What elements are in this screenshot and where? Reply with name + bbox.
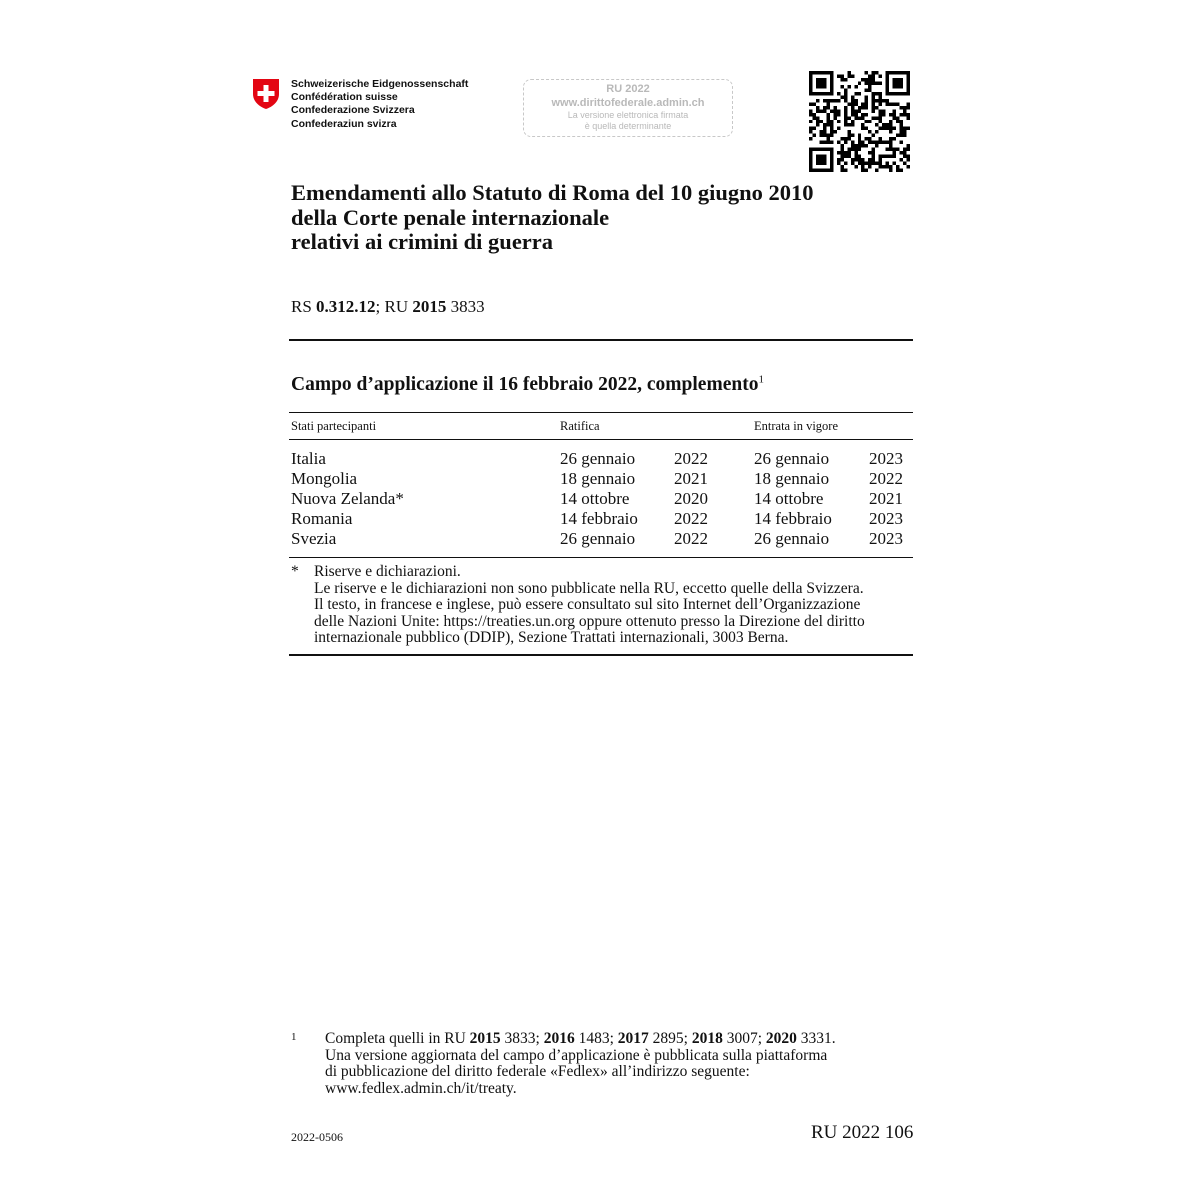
cell-ratification-date: 14 febbraio xyxy=(560,509,638,528)
footnote-marker: 1 xyxy=(758,373,764,386)
column-header-ratification: Ratifica xyxy=(560,419,600,433)
footnote-ref-year: 2016 xyxy=(543,1030,575,1047)
qr-code-icon xyxy=(809,71,910,172)
cell-ratification-date: 18 gennaio xyxy=(560,469,636,488)
cell-entry-date: 14 febbraio xyxy=(754,509,832,528)
rs-prefix: RS xyxy=(291,297,317,316)
footnote-ref-page: 2895; xyxy=(648,1030,692,1047)
title-line-3: relativi ai crimini di guerra xyxy=(291,229,554,254)
table-bottom-rule xyxy=(289,557,913,558)
ru-page: 3833 xyxy=(446,297,485,316)
footnote-prefix: Completa quelli in RU xyxy=(325,1030,470,1047)
cell-ratification-year: 2020 xyxy=(674,489,708,508)
table-row xyxy=(0,509,1200,529)
publication-stamp xyxy=(523,79,733,137)
footnote-ref-page: 3007; xyxy=(722,1030,766,1047)
stamp-ru: RU 2022 xyxy=(606,83,650,95)
separator-line xyxy=(289,339,913,341)
footnote-number: 1 xyxy=(291,1031,297,1043)
confederation-name-fr: Confédération suisse xyxy=(291,91,398,104)
footnote-ref-year: 2017 xyxy=(617,1030,649,1047)
table-row xyxy=(0,449,1200,469)
cell-state: Mongolia xyxy=(291,469,358,488)
footnote-line-1 xyxy=(325,1031,836,1048)
note-marker: * xyxy=(291,563,299,580)
cell-entry-date: 14 ottobre xyxy=(754,489,824,508)
note-line: Le riserve e le dichiarazioni non sono pubblicate nella RU, eccetto quelle della Svizzera. xyxy=(314,579,864,597)
confederation-name-rm: Confederaziun svizra xyxy=(291,117,397,130)
footnote-line: www.fedlex.admin.ch/it/treaty. xyxy=(325,1079,517,1097)
table-top-rule xyxy=(289,412,913,413)
cell-entry-year: 2023 xyxy=(869,529,903,548)
cell-entry-year: 2023 xyxy=(869,449,903,468)
cell-entry-date: 18 gennaio xyxy=(754,469,830,488)
cell-ratification-year: 2022 xyxy=(674,529,708,548)
rs-number: 0.312.12 xyxy=(316,297,376,316)
column-header-entry-into-force: Entrata in vigore xyxy=(754,419,838,433)
column-header-state: Stati partecipanti xyxy=(291,419,377,433)
footnote-line: di pubblicazione del diritto federale «Fedlex» all’indirizzo seguente: xyxy=(325,1063,750,1080)
document-number: 2022-0506 xyxy=(291,1130,343,1144)
note-line: Riserve e dichiarazioni. xyxy=(314,563,461,580)
note-bottom-rule xyxy=(289,654,913,656)
note-line: Il testo, in francese e inglese, può essere consultato sul sito Internet dell’Organizzazione xyxy=(314,596,861,613)
footnote-ref-page: 3833; xyxy=(500,1030,544,1047)
reference-line xyxy=(291,297,485,317)
cell-ratification-year: 2021 xyxy=(674,469,708,488)
cell-state: Italia xyxy=(291,449,326,468)
cell-entry-date: 26 gennaio xyxy=(754,529,830,548)
footnote-ref-page: 3331. xyxy=(796,1030,836,1047)
footnote-ref-page: 1483; xyxy=(574,1030,618,1047)
table-row xyxy=(0,489,1200,509)
ru-page-reference: RU 2022 106 xyxy=(811,1122,914,1143)
table-header-rule xyxy=(289,439,913,440)
table-row xyxy=(0,469,1200,489)
confederation-name-it: Confederazione Svizzera xyxy=(291,104,415,117)
title-line-1: Emendamenti allo Statuto di Roma del 10 giugno 2010 xyxy=(291,180,814,205)
table-row xyxy=(0,529,1200,549)
cell-ratification-date: 26 gennaio xyxy=(560,529,636,548)
confederation-name-de: Schweizerische Eidgenossenschaft xyxy=(291,78,469,90)
section-heading xyxy=(291,374,764,396)
footnote-ref-year: 2018 xyxy=(691,1030,723,1047)
cell-entry-year: 2023 xyxy=(869,509,903,528)
note-line: internazionale pubblico (DDIP), Sezione Trattati internazionali, 3003 Berna. xyxy=(314,629,789,646)
document-title xyxy=(291,181,814,255)
section-heading-text: Campo d’applicazione il 16 febbraio 2022, complemento xyxy=(291,374,759,395)
stamp-website: www.dirittofederale.admin.ch xyxy=(551,97,705,109)
cell-entry-year: 2022 xyxy=(869,469,903,488)
footnote-ref-year: 2020 xyxy=(765,1030,797,1047)
stamp-note-1: La versione elettronica firmata xyxy=(567,110,689,120)
cell-state: Nuova Zelanda* xyxy=(291,489,404,508)
cell-ratification-year: 2022 xyxy=(674,449,708,468)
ru-year: 2015 xyxy=(412,297,447,316)
cell-ratification-date: 14 ottobre xyxy=(560,489,630,508)
title-line-2: della Corte penale internazionale xyxy=(291,204,610,230)
cell-entry-year: 2021 xyxy=(869,489,903,508)
note-line: delle Nazioni Unite: https://treaties.un.org oppure ottenuto presso la Direzione del diritto xyxy=(314,612,865,630)
swiss-coat-of-arms-icon xyxy=(252,78,280,110)
confederation-names xyxy=(291,78,468,131)
stamp-note-2: è quella determinante xyxy=(584,121,672,131)
cell-ratification-year: 2022 xyxy=(674,509,708,528)
cell-state: Romania xyxy=(291,509,353,528)
cell-ratification-date: 26 gennaio xyxy=(560,449,636,468)
cell-entry-date: 26 gennaio xyxy=(754,449,830,468)
ru-prefix: ; RU xyxy=(375,297,413,316)
footnote-ref-year: 2015 xyxy=(469,1030,501,1047)
footnote-line: Una versione aggiornata del campo d’applicazione è pubblicata sulla piattaforma xyxy=(325,1046,828,1064)
cell-state: Svezia xyxy=(291,529,337,548)
